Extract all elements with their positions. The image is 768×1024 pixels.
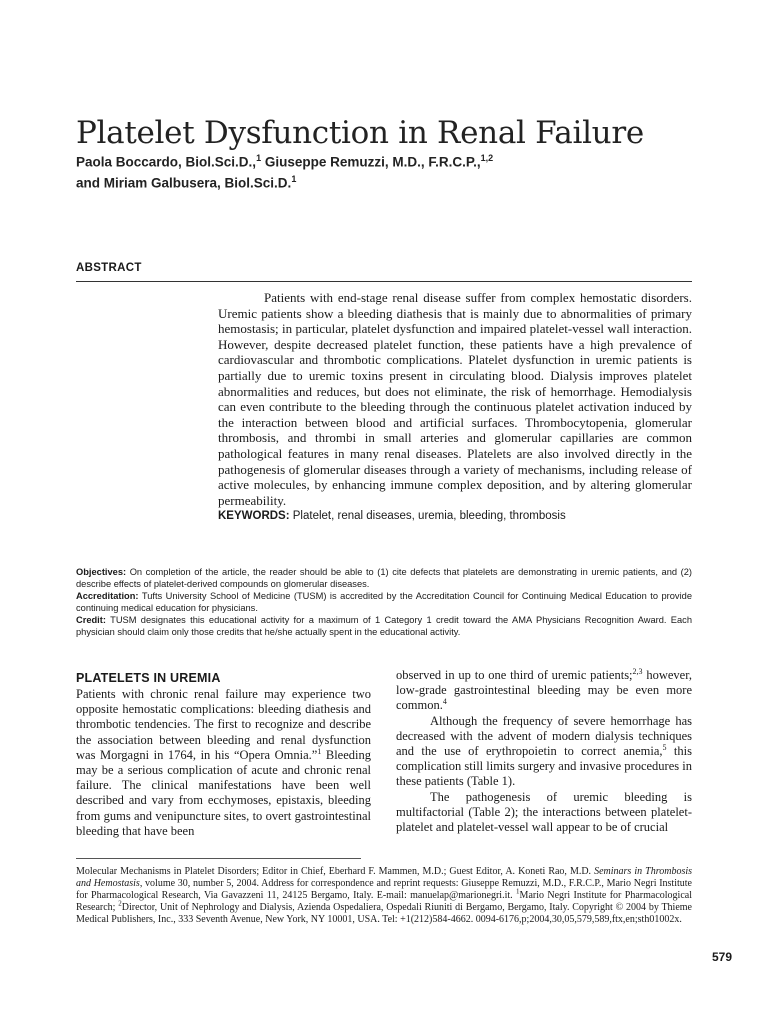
author-list (76, 150, 696, 191)
paragraph-text: Bleeding may be a serious complication of acute and chronic renal failure. The clinical manifestations have been well described and vary from ecchymoses, epistaxis, bleeding from gums and venipuncture sites, to overt gastrointestinal bleeding that have been (76, 747, 371, 838)
affiliation-marker: 1 (516, 887, 520, 896)
paragraph (396, 714, 692, 790)
author-1-affiliation: 1 (256, 153, 262, 163)
footnote-text: Mario Negri Institute for Pharmacological Research; (76, 890, 692, 913)
abstract-divider (76, 281, 692, 282)
abstract-body: Patients with end-stage renal disease suffer from complex hemostatic disorders. Uremic patients show a bleeding diathesis that is mainly due to abnormalities of primary hemostasis; in particular, platelet dysfunction and impaired platelet-vessel wall interaction. However, despite decreased platelet function, these patients have a high prevalence of cardiovascular and thrombotic complications. Platelet dysfunction in uremic patients is partially due to uremic toxins present in circulating blood. Dialysis improves platelet abnormalities and reduces, but does not eliminate, the risk of hemorrhage. Hemodialysis can even contribute to the bleeding through the continuous platelet activation induced by the interaction between blood and artificial surfaces. Thrombocytopenia, glomerular thrombosis, and thrombi in small arteries and glomerular capillaries are common pathological features in many renal diseases. Platelets are also involved directly in the pathogenesis of glomerular diseases through a variety of mechanisms, including release of active molecules, by enhancing immune complex deposition, and by altering glomerular permeability. (218, 290, 692, 508)
paragraph (76, 687, 371, 839)
credit (76, 614, 692, 638)
credit-label: Credit: (76, 615, 106, 626)
keywords-list: Platelet, renal diseases, uremia, bleeding, thrombosis (292, 510, 566, 522)
page-number: 579 (712, 950, 733, 964)
abstract-text (218, 290, 692, 508)
citation: 5 (662, 742, 667, 752)
objectives-text: On completion of the article, the reader should be able to (1) cite defects that platelets are demonstrating in uremic patients, and (2) describe effects of platelet-derived compounds on glomerular diseases. (76, 567, 692, 590)
footnote-divider (76, 858, 361, 859)
author-2: Giuseppe Remuzzi, M.D., F.R.C.P., (264, 154, 481, 170)
journal-name: Seminars in Thrombosis and Hemostasis (76, 866, 692, 889)
keywords (218, 510, 566, 522)
right-column (396, 668, 692, 835)
objectives-label: Objectives: (76, 567, 127, 577)
citation: 4 (442, 697, 447, 707)
author-1: Paola Boccardo, Biol.Sci.D., (76, 154, 257, 170)
section-heading: PLATELETS IN UREMIA (76, 671, 221, 685)
footnote-text: Director, Unit of Nephrology and Dialysis, Azienda Ospedaliera, Ospedali Riuniti di Bergamo, Bergamo, Italy. Copyright © 2004 by Thieme Medical Publishers, Inc., 333 Seventh Avenue, New York, NY 10001, USA. Tel: +1(212)584-4662. 0094-6176,p;2004,30,05,579,589,ftx,en;sth01002x. (76, 902, 692, 925)
citation: 1 (317, 746, 322, 756)
paragraph (396, 668, 692, 714)
author-2-affiliation: 1,2 (480, 153, 494, 163)
left-column (76, 671, 371, 839)
accreditation (76, 590, 692, 614)
keywords-label: KEYWORDS: (218, 510, 290, 522)
citation: 2,3 (632, 666, 643, 676)
author-3-affiliation: 1 (291, 173, 297, 184)
paragraph-text: Although the frequency of severe hemorrhage has decreased with the advent of modern dialysis techniques and the use of erythropoietin to correct anemia, (396, 713, 692, 759)
accreditation-label: Accreditation: (76, 591, 139, 602)
article-title: Platelet Dysfunction in Renal Failure (76, 114, 644, 151)
objectives (76, 566, 692, 590)
paragraph-text: observed in up to one third of uremic patients; (396, 668, 633, 682)
paragraph: The pathogenesis of uremic bleeding is multifactorial (Table 2); the interactions between platelet-platelet and platelet-vessel wall appear to be of crucial (396, 789, 692, 835)
footnote-text: Molecular Mechanisms in Platelet Disorders; Editor in Chief, Eberhard F. Mammen, M.D.; Guest Editor, A. Koneti Rao, M.D. (76, 866, 595, 877)
credit-text: TUSM designates this educational activity for a maximum of 1 Category 1 credit toward the AMA Physicians Recognition Award. Each physician should claim only those credits that he/she actually spent in the educational activity. (76, 615, 692, 638)
accreditation-text: Tufts University School of Medicine (TUSM) is accredited by the Accreditation Council for Continuing Medical Education to provide continuing medical education for physicians. (76, 591, 692, 614)
paragraph-text: Patients with chronic renal failure may experience two opposite hemostatic complications: bleeding diathesis and thrombotic tendencies. The first to recognize and describe the association between bleeding and renal dysfunction was Morgagni in 1764, in his “Opera Omnia.” (76, 687, 371, 762)
affiliation-marker: 2 (118, 899, 122, 908)
paragraph-text: however, low-grade gastrointestinal bleeding may be even more common. (396, 668, 692, 713)
paragraph-text: this complication still limits surgery and invasive procedures in these patients (Table 1). (396, 744, 692, 789)
author-3: and Miriam Galbusera, Biol.Sci.D. (76, 175, 292, 190)
cme-info (76, 566, 692, 639)
footnote-text: , volume 30, number 5, 2004. Address for correspondence and reprint requests: Giuseppe Remuzzi, M.D., F.R.C.P., Mario Negri Institute for Pharmacological Research, Via Gavazzeni 11, 24125 Bergamo, Italy. E-mail: manuelap@marionegri.it. (76, 878, 692, 901)
abstract-heading: ABSTRACT (76, 262, 142, 274)
footnote (76, 866, 692, 926)
